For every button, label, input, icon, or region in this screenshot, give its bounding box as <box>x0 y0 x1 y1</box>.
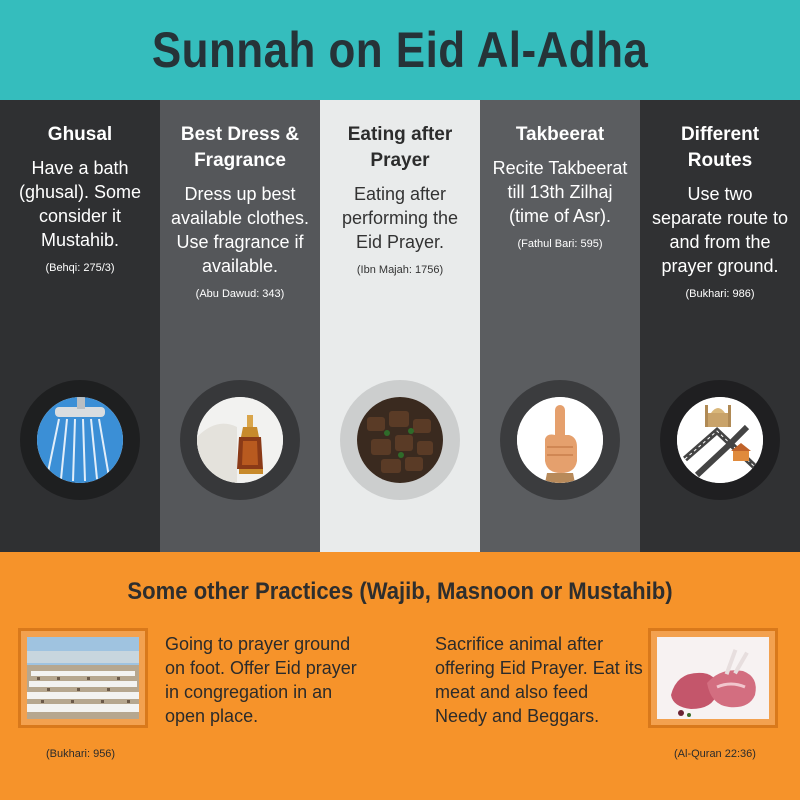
column-reference: (Ibn Majah: 1756) <box>356 264 444 276</box>
icon-ring <box>20 380 140 500</box>
column-heading: Best Dress & Fragrance <box>180 124 300 171</box>
column-reference: (Bukhari: 986) <box>685 288 755 300</box>
icon-ring <box>180 380 300 500</box>
icon-ring <box>660 380 780 500</box>
column-description: Recite Takbeerat till 13th Zilhaj (time of Asr). <box>492 158 628 226</box>
column-heading: Eating after Prayer <box>347 124 453 171</box>
practice-text-sacrifice: Sacrifice animal after offering Eid Prayer. Eat its meat and also feed Needy and Beggars. <box>435 634 643 726</box>
column-ghusal <box>0 100 160 552</box>
prayer-congregation-photo <box>18 628 148 728</box>
section-heading: Some other Practices (Wajib, Masnoon or Mustahib) <box>127 578 673 605</box>
raised-finger-icon <box>517 397 603 483</box>
practice-reference-sacrifice: (Al-Quran 22:36) <box>674 748 756 760</box>
column-best-dress <box>160 100 320 552</box>
food-icon <box>357 397 443 483</box>
column-different-routes <box>640 100 800 552</box>
column-heading: Takbeerat <box>515 124 605 145</box>
shower-icon <box>37 397 123 483</box>
sunnah-columns <box>0 100 800 552</box>
icon-ring <box>500 380 620 500</box>
other-practices-section <box>0 552 800 800</box>
column-reference: (Behqi: 275/3) <box>45 262 115 274</box>
header-banner <box>0 0 800 100</box>
practice-text-prayer: Going to prayer ground on foot. Offer Eid prayer in congregation in an open place. <box>165 634 357 726</box>
icon-ring <box>340 380 460 500</box>
column-takbeerat <box>480 100 640 552</box>
column-heading: Ghusal <box>47 124 113 145</box>
column-reference: (Abu Dawud: 343) <box>195 288 285 300</box>
map-route-icon <box>677 397 763 483</box>
column-description: Have a bath (ghusal). Some consider it Mustahib. <box>18 158 142 250</box>
column-heading: Different Routes <box>680 124 760 171</box>
column-reference: (Fathul Bari: 595) <box>517 238 603 250</box>
column-description: Dress up best available clothes. Use fragrance if available. <box>170 184 310 276</box>
column-description: Eating after performing the Eid Prayer. <box>341 184 459 252</box>
sacrifice-meat-photo <box>648 628 778 728</box>
column-eating <box>320 100 480 552</box>
perfume-icon <box>197 397 283 483</box>
column-description: Use two separate route to and from the prayer ground. <box>651 184 789 276</box>
page-title: Sunnah on Eid Al-Adha <box>151 22 649 78</box>
practice-reference-prayer: (Bukhari: 956) <box>46 748 116 760</box>
